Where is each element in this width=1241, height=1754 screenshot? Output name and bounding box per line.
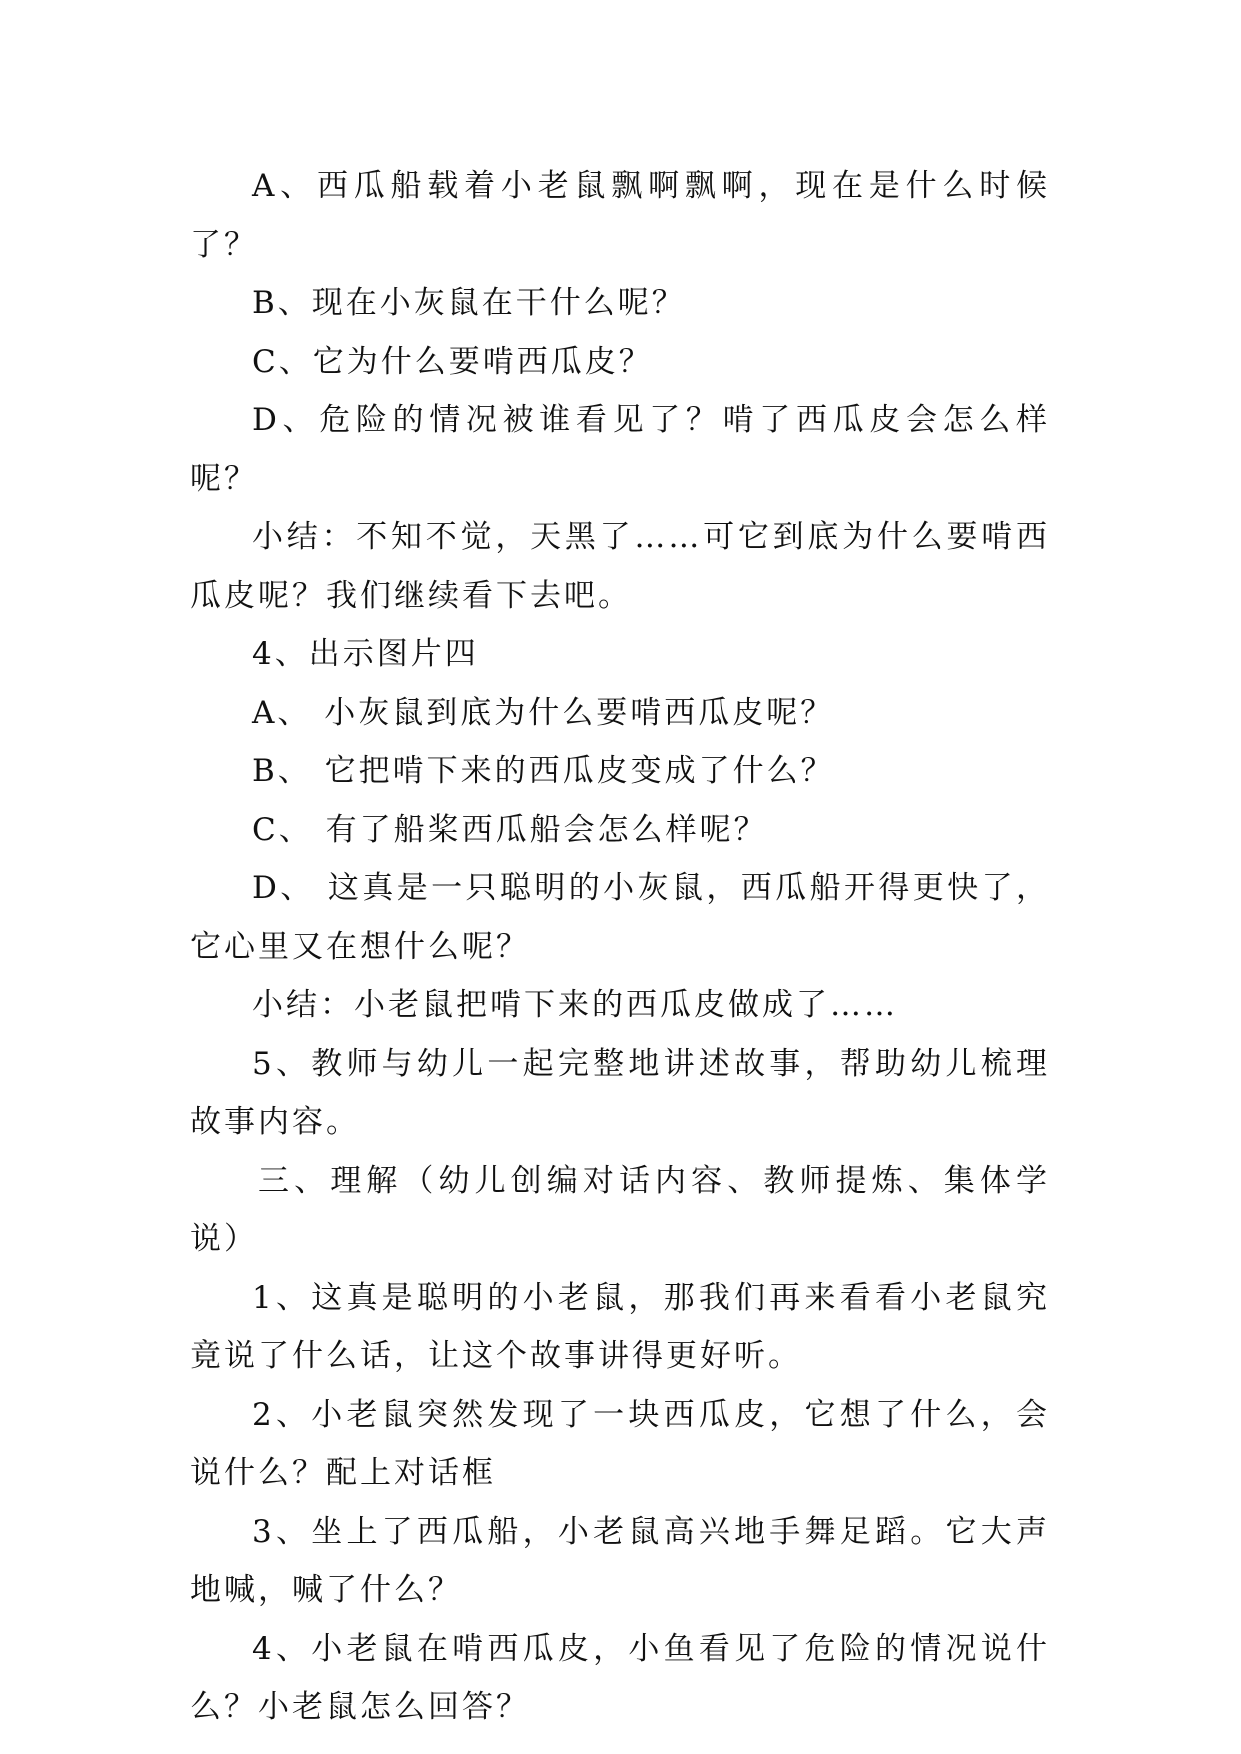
section-3-heading: 三、理解（幼儿创编对话内容、教师提炼、集体学说） <box>190 1162 1050 1257</box>
section3-item-2: 2、小老鼠突然发现了一块西瓜皮，它想了什么，会说什么？配上对话框 <box>190 1396 1050 1491</box>
question-c-why: C、它为什么要啃西瓜皮？ <box>252 343 653 380</box>
section3-item-3: 3、坐上了西瓜船，小老鼠高兴地手舞足蹈。它大声地喊，喊了什么？ <box>190 1513 1050 1608</box>
section3-item-4: 4、小老鼠在啃西瓜皮，小鱼看见了危险的情况说什么？小老鼠怎么回答？ <box>190 1630 1050 1725</box>
picture4-question-a: A、 小灰鼠到底为什么要啃西瓜皮呢？ <box>252 694 835 731</box>
section3-item-1: 1、这真是聪明的小老鼠，那我们再来看看小老鼠究竟说了什么话，让这个故事讲得更好听。 <box>190 1279 1050 1374</box>
document-page <box>190 157 1050 1737</box>
question-d-danger: D、危险的情况被谁看见了？啃了西瓜皮会怎么样呢？ <box>190 402 1050 497</box>
summary-paragraph-2: 小结：小老鼠把啃下来的西瓜皮做成了…… <box>252 987 898 1023</box>
step-4-heading: 4、出示图片四 <box>252 636 479 672</box>
summary-paragraph: 小结：不知不觉，天黑了……可它到底为什么要啃西瓜皮呢？我们继续看下去吧。 <box>190 519 1050 614</box>
picture4-question-d: D、 这真是一只聪明的小灰鼠，西瓜船开得更快了，它心里又在想什么呢？ <box>190 870 1050 965</box>
question-b-doing: B、现在小灰鼠在干什么呢？ <box>252 285 686 321</box>
step-5-paragraph: 5、教师与幼儿一起完整地讲述故事，帮助幼儿梳理故事内容。 <box>190 1045 1050 1140</box>
picture4-question-c: C、 有了船桨西瓜船会怎么样呢？ <box>252 811 768 848</box>
question-a-time: A、西瓜船载着小老鼠飘啊飘啊，现在是什么时候了？ <box>190 168 1050 263</box>
picture4-question-b: B、 它把啃下来的西瓜皮变成了什么？ <box>252 753 835 789</box>
